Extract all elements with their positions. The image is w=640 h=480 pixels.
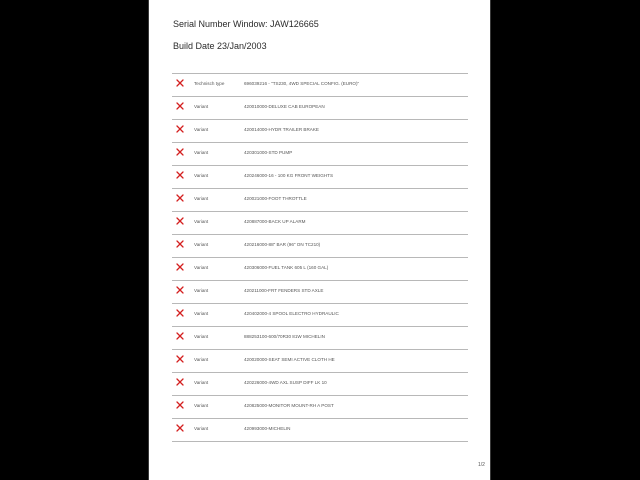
row-description: 420301000-STD PUMP bbox=[244, 150, 293, 155]
table-row bbox=[172, 97, 468, 120]
x-mark-icon bbox=[176, 424, 184, 432]
row-type: Variant bbox=[194, 150, 209, 155]
table-row bbox=[172, 396, 468, 419]
row-type: Variant bbox=[194, 426, 209, 431]
row-type: Variant bbox=[194, 334, 209, 339]
x-mark-icon bbox=[176, 401, 184, 409]
table-row bbox=[172, 166, 468, 189]
row-description: 420246000-16 - 100 KG FRONT WEIGHTS bbox=[244, 173, 334, 178]
x-mark-icon bbox=[176, 194, 184, 202]
row-description: 420014000-HYDR TRAILER BRAKE bbox=[244, 127, 319, 132]
row-type: Variant bbox=[194, 173, 209, 178]
row-description: 420020000-SEAT SEMI ACTIVE CLOTH HE bbox=[244, 357, 335, 362]
page-title: Serial Number Window: JAW126665 bbox=[173, 19, 319, 29]
table-row bbox=[172, 350, 468, 373]
table-row bbox=[172, 258, 468, 281]
row-type: Variant bbox=[194, 403, 209, 408]
row-type: Variant bbox=[194, 127, 209, 132]
row-description: 420887000-BACK UP ALARM bbox=[244, 219, 306, 224]
row-type: Technisch type bbox=[194, 81, 225, 86]
row-type: Variant bbox=[194, 196, 209, 201]
table-row bbox=[172, 304, 468, 327]
row-description: 888253100-600/70R30 81W MICHELIN bbox=[244, 334, 325, 339]
row-description: 420021000-FOOT THROTTLE bbox=[244, 196, 307, 201]
table-row bbox=[172, 212, 468, 235]
row-type: Variant bbox=[194, 104, 209, 109]
table-row bbox=[172, 419, 468, 442]
row-description: 420993000-MICHELIN bbox=[244, 426, 291, 431]
row-description: 420226000-4WD AXL SUSP DIFF LK 10 bbox=[244, 380, 327, 385]
x-mark-icon bbox=[176, 79, 184, 87]
x-mark-icon bbox=[176, 148, 184, 156]
build-date: Build Date 23/Jan/2003 bbox=[173, 41, 267, 51]
row-description: 420211000-FRT FENDERS STD AXLE bbox=[244, 288, 324, 293]
row-type: Variant bbox=[194, 288, 209, 293]
x-mark-icon bbox=[176, 240, 184, 248]
page-number: 1/2 bbox=[478, 462, 485, 468]
table-row bbox=[172, 189, 468, 212]
x-mark-icon bbox=[176, 378, 184, 386]
x-mark-icon bbox=[176, 332, 184, 340]
row-type: Variant bbox=[194, 242, 209, 247]
row-description: 420825000-MONITOR MOUNT-RH A POST bbox=[244, 403, 334, 408]
row-description: 696039216 - "TS230, 4WD SPECIAL CONFIG. (EURO)" bbox=[244, 81, 360, 86]
x-mark-icon bbox=[176, 355, 184, 363]
x-mark-icon bbox=[176, 263, 184, 271]
table-row bbox=[172, 327, 468, 350]
row-type: Variant bbox=[194, 265, 209, 270]
x-mark-icon bbox=[176, 102, 184, 110]
row-type: Variant bbox=[194, 311, 209, 316]
table-row bbox=[172, 373, 468, 396]
row-description: 420216000-88" BAR (96" ON TC210) bbox=[244, 242, 321, 247]
x-mark-icon bbox=[176, 286, 184, 294]
document-page bbox=[148, 0, 491, 480]
row-description: 420010000-DELUXE CAB EUROPEAN bbox=[244, 104, 325, 109]
table-row bbox=[172, 143, 468, 166]
row-type: Variant bbox=[194, 357, 209, 362]
row-type: Variant bbox=[194, 219, 209, 224]
x-mark-icon bbox=[176, 309, 184, 317]
row-description: 420402000-4 SPOOL ELECTRO HYDRAULIC bbox=[244, 311, 339, 316]
x-mark-icon bbox=[176, 125, 184, 133]
table-row bbox=[172, 74, 468, 97]
table-row bbox=[172, 281, 468, 304]
table-row bbox=[172, 120, 468, 143]
x-mark-icon bbox=[176, 217, 184, 225]
x-mark-icon bbox=[176, 171, 184, 179]
row-type: Variant bbox=[194, 380, 209, 385]
row-description: 420306000-FUEL TANK 605 L (160 GAL) bbox=[244, 265, 329, 270]
table-row bbox=[172, 235, 468, 258]
options-table bbox=[172, 73, 468, 442]
